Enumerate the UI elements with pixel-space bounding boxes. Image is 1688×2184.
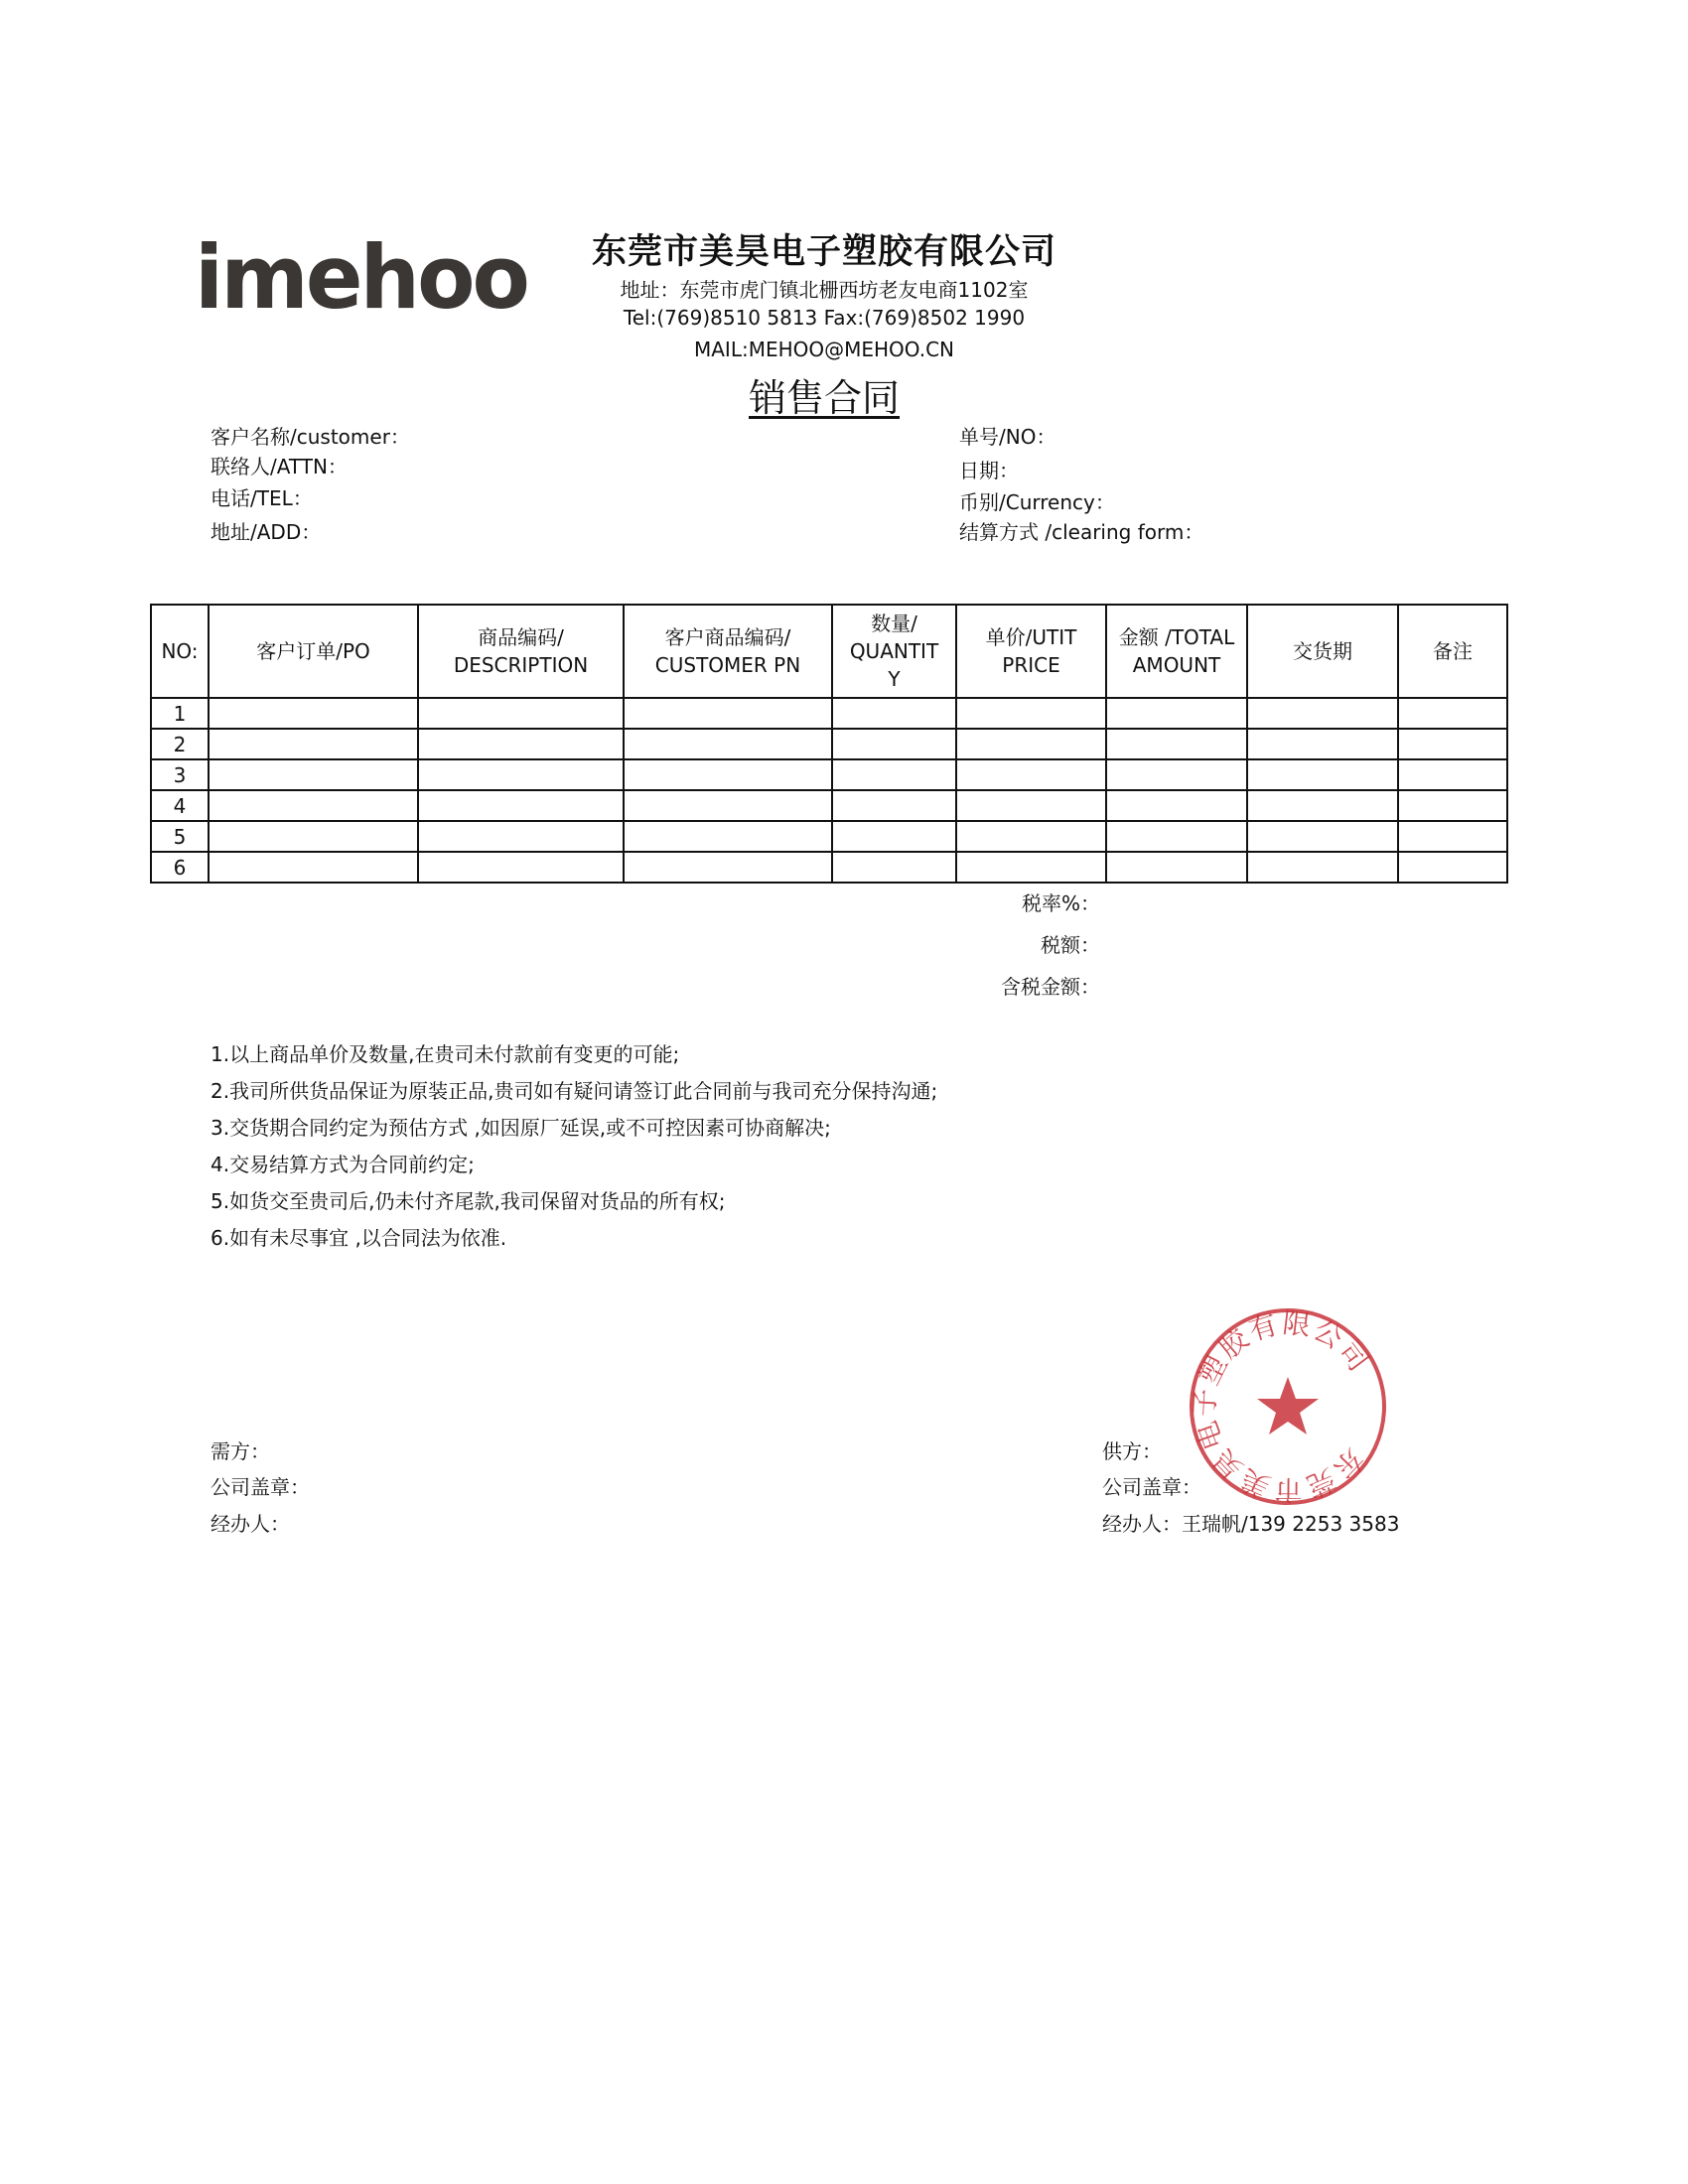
cell-customer-pn [624, 790, 832, 821]
cell-unit-price [956, 852, 1106, 883]
table-header-row [151, 605, 1507, 698]
cell-delivery-date [1247, 729, 1398, 759]
cell-remark [1398, 759, 1507, 790]
cell-customer-pn [624, 821, 832, 852]
cell-remark [1398, 852, 1507, 883]
header-quantity-line3: Y [888, 667, 901, 691]
row-number: 6 [151, 852, 209, 883]
header-description-line2: DESCRIPTION [453, 653, 589, 677]
header-description [418, 605, 624, 698]
table-row [151, 790, 1507, 821]
cell-delivery-date [1247, 759, 1398, 790]
supply-party-label: 供方： [1102, 1439, 1162, 1463]
header-remark [1398, 605, 1507, 698]
term-item: 6.如有未尽事宜 ,以合同法为依准. [211, 1226, 507, 1250]
header-quantity-line1: 数量/ [871, 612, 917, 635]
cell-remark [1398, 790, 1507, 821]
cell-customer-pn [624, 698, 832, 729]
header-quantity [832, 605, 956, 698]
term-item: 2.我司所供货品保证为原装正品,贵司如有疑问请签订此合同前与我司充分保持沟通; [211, 1079, 938, 1103]
cell-quantity [832, 852, 956, 883]
cell-remark [1398, 698, 1507, 729]
header-total-amount-line2: AMOUNT [1132, 653, 1221, 677]
cell-description [418, 698, 624, 729]
cell-total-amount [1106, 821, 1247, 852]
row-number: 2 [151, 729, 209, 759]
cell-quantity [832, 729, 956, 759]
cell-po [209, 759, 418, 790]
company-seal-stamp [1184, 1302, 1392, 1511]
header-description-line1: 商品编码/ [478, 625, 564, 649]
company-logo [195, 236, 532, 326]
cell-unit-price [956, 790, 1106, 821]
header-customer-pn [624, 605, 832, 698]
table-row [151, 759, 1507, 790]
cell-quantity [832, 821, 956, 852]
cell-quantity [832, 790, 956, 821]
cell-unit-price [956, 698, 1106, 729]
company-mail: MAIL:MEHOO@MEHOO.CN [693, 338, 955, 361]
cell-total-amount [1106, 698, 1247, 729]
attn-label: 联络人/ATTN： [211, 455, 348, 478]
row-number: 3 [151, 759, 209, 790]
header-unit-price [956, 605, 1106, 698]
address-label: 地址/ADD： [211, 520, 322, 544]
cell-quantity [832, 759, 956, 790]
date-label: 日期： [959, 459, 1019, 482]
contract-title: 销售合同 [748, 376, 900, 420]
order-no-label: 单号/NO： [959, 425, 1056, 449]
row-number: 1 [151, 698, 209, 729]
demand-handler-label: 经办人： [211, 1512, 290, 1536]
cell-unit-price [956, 759, 1106, 790]
company-tel-fax: Tel:(769)8510 5813 Fax:(769)8502 1990 [623, 306, 1026, 330]
header-quantity-line2: QUANTIT [849, 639, 939, 663]
logo-text: imehoo [195, 236, 527, 326]
seal-text: 东莞市美昊电子塑胶有限公司 [1188, 1305, 1377, 1507]
term-item: 1.以上商品单价及数量,在贵司未付款前有变更的可能; [211, 1042, 680, 1066]
cell-total-amount [1106, 852, 1247, 883]
customer-name-label: 客户名称/customer： [211, 425, 410, 449]
demand-seal-label: 公司盖章： [211, 1475, 310, 1499]
header-delivery-date [1247, 605, 1398, 698]
tax-amount-label: 税额： [1041, 933, 1100, 957]
cell-description [418, 790, 624, 821]
cell-description [418, 852, 624, 883]
header-unit-price-line1: 单价/UTIT [985, 625, 1077, 649]
header-po [209, 605, 418, 698]
row-number: 5 [151, 821, 209, 852]
cell-po [209, 698, 418, 729]
header-po-text: 客户订单/PO [256, 639, 370, 663]
cell-description [418, 729, 624, 759]
total-with-tax-label: 含税金额： [1001, 975, 1100, 999]
cell-total-amount [1106, 759, 1247, 790]
header-no [151, 605, 209, 698]
term-item: 3.交货期合同约定为预估方式 ,如因原厂延误,或不可控因素可协商解决; [211, 1116, 831, 1140]
cell-description [418, 821, 624, 852]
cell-po [209, 729, 418, 759]
items-table [150, 604, 1508, 884]
header-no-text: NO: [161, 639, 199, 663]
cell-total-amount [1106, 729, 1247, 759]
tax-rate-label: 税率%： [1021, 891, 1100, 915]
header-unit-price-line2: PRICE [1002, 653, 1060, 677]
cell-delivery-date [1247, 821, 1398, 852]
cell-quantity [832, 698, 956, 729]
header-customer-pn-line2: CUSTOMER PN [654, 653, 801, 677]
term-item: 5.如货交至贵司后,仍未付齐尾款,我司保留对货品的所有权; [211, 1189, 726, 1213]
header-customer-pn-line1: 客户商品编码/ [664, 625, 791, 649]
clearing-form-label: 结算方式 /clearing form： [959, 520, 1204, 544]
table-row [151, 729, 1507, 759]
cell-delivery-date [1247, 698, 1398, 729]
cell-total-amount [1106, 790, 1247, 821]
company-name: 东莞市美昊电子塑胶有限公司 [591, 232, 1056, 272]
cell-customer-pn [624, 852, 832, 883]
cell-description [418, 759, 624, 790]
cell-customer-pn [624, 729, 832, 759]
cell-unit-price [956, 821, 1106, 852]
row-number: 4 [151, 790, 209, 821]
table-row [151, 852, 1507, 883]
currency-label: 币别/Currency： [959, 490, 1115, 514]
supply-seal-label: 公司盖章： [1102, 1475, 1201, 1499]
cell-delivery-date [1247, 852, 1398, 883]
supply-handler-label: 经办人：王瑞帆/139 2253 3583 [1102, 1512, 1400, 1536]
demand-party-label: 需方： [211, 1439, 270, 1463]
company-address: 地址：东莞市虎门镇北栅西坊老友电商1102室 [620, 278, 1029, 302]
cell-po [209, 821, 418, 852]
cell-remark [1398, 821, 1507, 852]
tel-label: 电话/TEL： [211, 486, 313, 510]
cell-po [209, 790, 418, 821]
cell-unit-price [956, 729, 1106, 759]
table-row [151, 698, 1507, 729]
header-remark-text: 备注 [1433, 639, 1473, 663]
term-item: 4.交易结算方式为合同前约定; [211, 1153, 475, 1176]
table-row [151, 821, 1507, 852]
header-total-amount [1106, 605, 1247, 698]
cell-remark [1398, 729, 1507, 759]
header-total-amount-line1: 金额 /TOTAL [1118, 625, 1235, 649]
cell-customer-pn [624, 759, 832, 790]
seal-star-icon [1257, 1377, 1319, 1434]
cell-po [209, 852, 418, 883]
cell-delivery-date [1247, 790, 1398, 821]
header-delivery-date-text: 交货期 [1293, 639, 1352, 663]
